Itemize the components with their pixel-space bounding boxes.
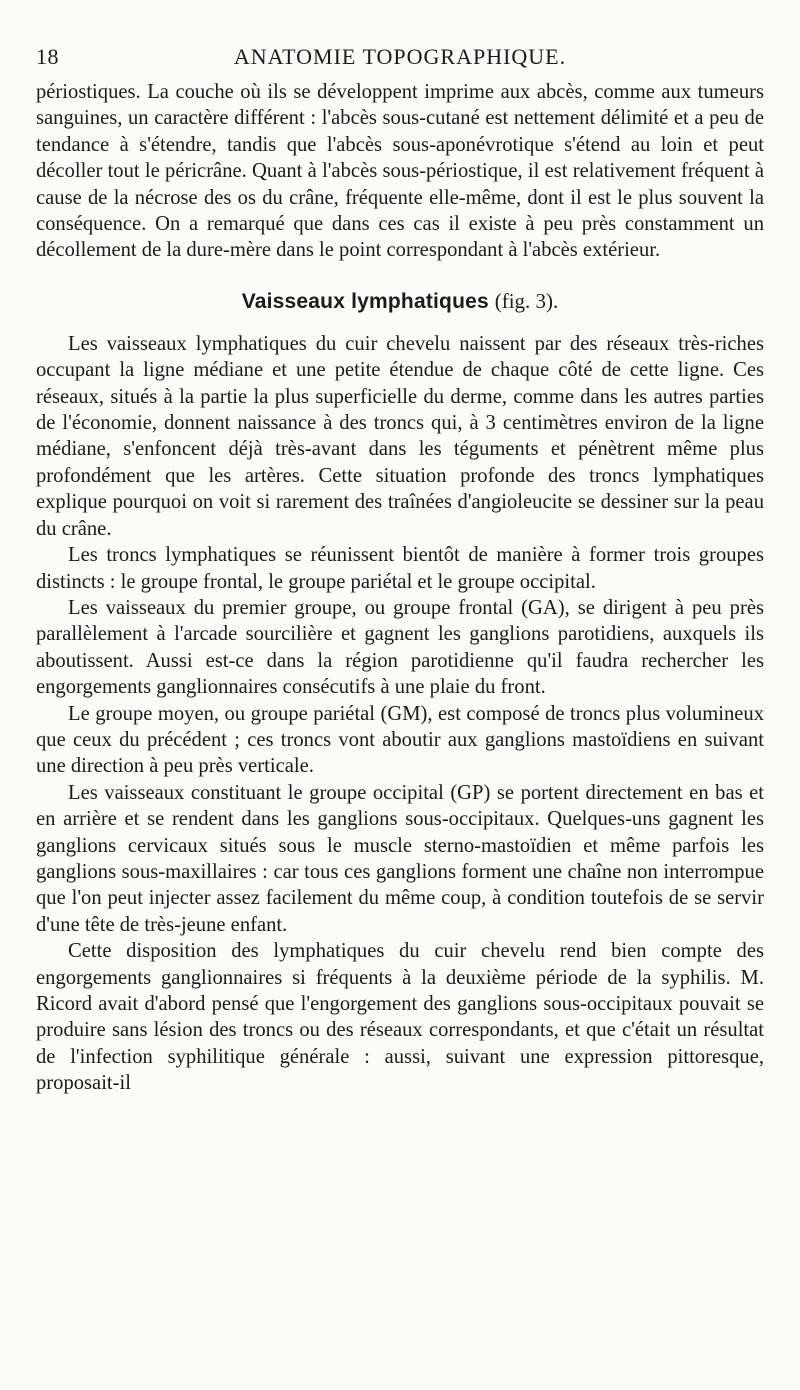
- paragraph: Les vaisseaux du premier groupe, ou groupe frontal (GA), se dirigent à peu près parallèlement à l'arcade sourcilière et gagnent les ganglions parotidiens, auxquels ils aboutissent. Aussi est-ce dans la région parotidienne qu'il faudra rechercher les engorgements ganglionnaires consécutifs à une plaie du front.: [36, 596, 764, 699]
- running-title: ANATOMIE TOPOGRAPHIQUE.: [233, 44, 567, 69]
- paragraph: Les troncs lymphatiques se réunissent bientôt de manière à former trois groupes distincts : le groupe frontal, le groupe pariétal et le groupe occipital.: [36, 544, 764, 593]
- body-text: [36, 79, 764, 1097]
- running-head: [36, 40, 764, 74]
- page-number: 18: [36, 44, 59, 69]
- figure-reference: (fig. 3).: [494, 288, 559, 313]
- paragraph: Le groupe moyen, ou groupe pariétal (GM), est composé de troncs plus volumineux que ceux du précédent ; ces troncs vont aboutir aux ganglions mastoïdiens en suivant une direction à peu près verticale.: [36, 702, 764, 778]
- paragraph: Cette disposition des lymphatiques du cuir chevelu rend bien compte des engorgements ganglionnaires si fréquents à la deuxième période de la syphilis. M. Ricord avait d'abord pensé que l'engorgement des ganglions sous-occipitaux pouvait se produire sans lésion des troncs ou des réseaux correspondants, et que c'était un résultat de l'infection syphilitique générale : aussi, suivant une expression pittoresque, proposait-il: [36, 940, 764, 1095]
- section-heading: [36, 287, 764, 316]
- paragraph: Les vaisseaux lymphatiques du cuir chevelu naissent par des réseaux très-riches occupant la ligne médiane et une petite étendue de chaque côté de cette ligne. Ces réseaux, situés à la partie la plus superficielle du derme, comme dans les autres parties de l'économie, donnent naissance à des troncs qui, à 3 centimètres environ de la ligne médiane, s'enfoncent déjà très-avant dans les téguments et pénètrent même plus profondément que les artères. Cette situation profonde des troncs lymphatiques explique pourquoi on voit si rarement des traînées d'angioleucite se dessiner sur la peau du crâne.: [36, 332, 764, 540]
- paragraph-continued: périostiques. La couche où ils se développent imprime aux abcès, comme aux tumeurs sanguines, un caractère différent : l'abcès sous-cutané est nettement délimité et a peu de tendance à s'étendre, tandis que l'abcès sous-aponévrotique s'étend au loin et peut décoller tout le péricrâne. Quant à l'abcès sous-périostique, il est relativement fréquent à cause de la nécrose des os du crâne, fréquente elle-même, dont il est le plus souvent la conséquence. On a remarqué que dans ces cas il existe à peu près constamment un décollement de la dure-mère dans le point correspondant à l'abcès extérieur.: [36, 81, 764, 262]
- paragraph: Les vaisseaux constituant le groupe occipital (GP) se portent directement en bas et en arrière et se rendent dans les ganglions sous-occipitaux. Quelques-uns gagnent les ganglions cervicaux situés sous le muscle sterno-mastoïdien et même parfois les ganglions sous-maxillaires : car tous ces ganglions forment une chaîne non interrompue que l'on peut injecter assez facilement du même coup, à condition toutefois de se servir d'une tête de très-jeune enfant.: [36, 781, 764, 936]
- section-heading-title: Vaisseaux lymphatiques: [241, 289, 489, 313]
